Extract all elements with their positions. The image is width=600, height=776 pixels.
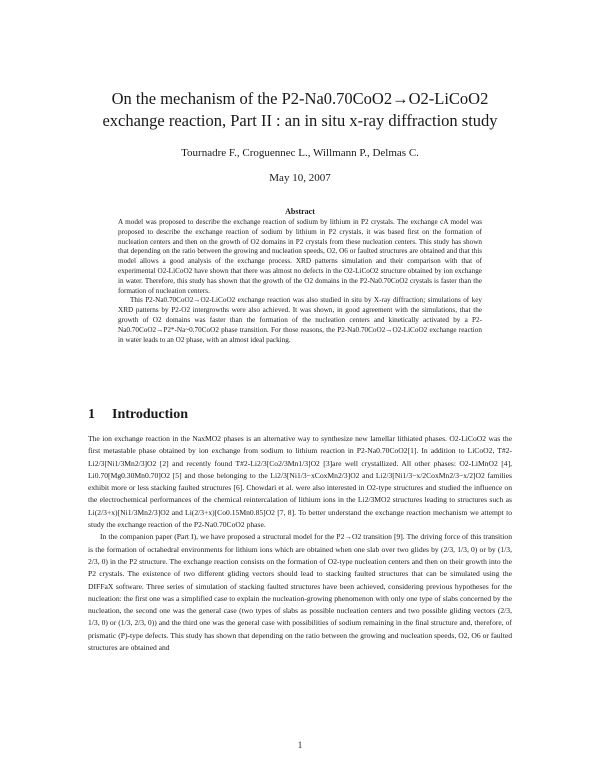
title-line-2: exchange reaction, Part II : an in situ x-ray diffraction study xyxy=(102,111,498,130)
author-list: Tournadre F., Croguennec L., Willmann P., Delmas C. xyxy=(181,147,419,159)
publication-date: May 10, 2007 xyxy=(269,172,331,184)
body-paragraph-1: The ion exchange reaction in the NaxMO2 phases is an alternative way to synthesize new lamellar lithiated phases. O2-LiCoO2 was the first metastable phase obtained by ion exchange from sodium to lithium reaction in P2-Na0.70CoO2[1]. In addition to LiCoO2, T#2-Li2/3[Ni1/3Mn2/3]O2 [2] and recently found T#2-Li2/3[Co2/3Mn1/3]O2 [3]are well crystallized. All other phases: O2-LiMnO2 [4], Li0.70[Mg0.30Mn0.70]O2 [5] and those belonging to the Li2/3[Ni1/3−xCoxMn2/3]O2 and Li2/3[Ni1/3−x/2CoxMn2/3−x/2]O2 families exhibit more or less stacking faulted structures [6]. Chowdari et al. were also interested in O2-type structures and studied the influence on the electrochemical performances of the chemical reintercalation of lithium ions in the Li2/3MO2 structures leading to structures such as Li(2/3+x)[Ni1/3Mn2/3]O2 and Li(2/3+x)[Co0.15Mn0.85]O2 [7, 8]. To better understand the exchange reaction mechanism we attempt to study the exchange reaction of the P2-Na0.70CoO2 phase. xyxy=(88,434,512,530)
introduction-body xyxy=(88,433,512,654)
section-title: Introduction xyxy=(112,407,188,422)
abstract-heading: Abstract xyxy=(285,207,315,216)
abstract-paragraph-1: A model was proposed to describe the exchange reaction of sodium by lithium in P2 crystals. The exchange cA model was proposed to describe the exchange reaction of sodium by lithium in P2 crystals, it was based first on the formation of nucleation centers and then on the growth of O2 domains in P2 crystals from these nucleation centers. This study has shown that depending on the ratio between the growing and nucleation speeds, O2, O6 or faulted structures are obtained and that this model allows a good analysis of the exchange process. XRD patterns simulation and their comparison with that of experimental O2-LiCoO2 have shown that there was almost no defects in the O2-LiCoO2 structure obtained by ion exchange in water. Therefore, this study has shown that the growth of the O2 domains in the P2-Na0.70CoO2 crystals is faster than the formation of nucleation centers. xyxy=(118,218,482,295)
paper-title xyxy=(60,88,540,132)
title-line-1: On the mechanism of the P2-Na0.70CoO2→O2-LiCoO2 xyxy=(111,89,489,108)
section-number: 1 xyxy=(88,407,95,422)
page-number: 1 xyxy=(297,740,303,750)
section-heading-introduction xyxy=(88,407,512,423)
body-paragraph-2: In the companion paper (Part I), we have proposed a structural model for the P2→O2 transition [9]. The driving force of this transition is the formation of octahedral environments for lithium ions which are obtained when one slab over two glides by (2/3, 1/3, 0) or by (1/3, 2/3, 0) in the P2 structure. The exchange reaction consists on the formation of O2-type nucleation centers and then on their growth into the P2 crystals. The existence of two different gliding vectors should lead to stacking faulted structures that can be simulated using the DIFFaX software. Three series of simulation of stacking faulted structures have been achieved, considering previous hypotheses for the nucleation: the first one was a simplified case to explain the nucleation-growing phenomenon with only one type of slabs concerned by the nucleation, the second one was the general case (two types of slabs as possible nucleation centers and two possible gliding vectors (2/3, 1/3, 0) or (1/3, 2/3, 0)) and the third one was the general case with possibilities of sodium remaining in the final structure and, therefore, of prismatic (P)-type defects. This study has shown that depending on the ratio between the growing and nucleation speeds, O2, O6 or faulted structures are obtained and xyxy=(88,532,512,653)
abstract-body xyxy=(118,218,482,345)
abstract-paragraph-2: This P2-Na0.70CoO2→O2-LiCoO2 exchange reaction was also studied in situ by X-ray diffraction; simulations of key XRD patterns by P2-O2 intergrowths were also achieved. It was shown, in good agreement with the simulations, that the growth of O2 domains was faster than the formation of the nucleation centers and kinetically activated by a P2-Na0.70CoO2→P2*-Na~0.70CoO2 phase transition. For those reasons, the P2-Na0.70CoO2→O2-LiCoO2 exchange reaction in water leads to an O2 phase, with an almost ideal packing. xyxy=(118,296,482,344)
